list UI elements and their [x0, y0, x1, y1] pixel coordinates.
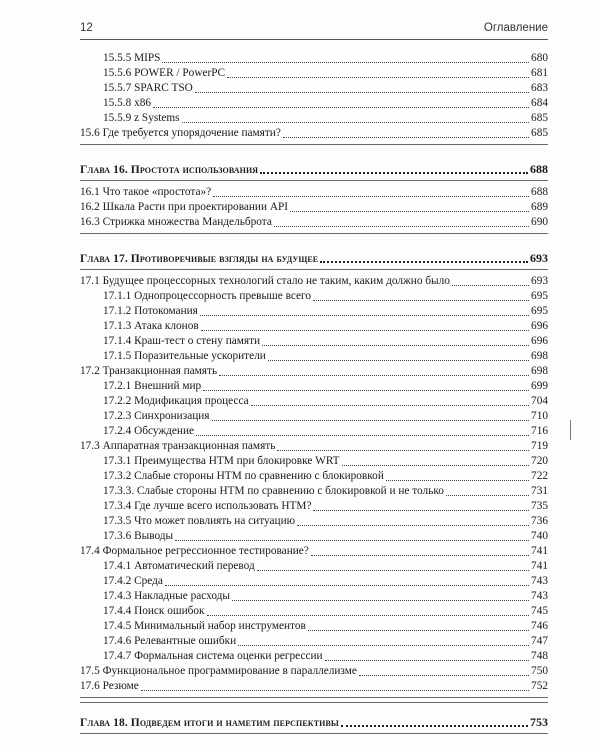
toc-entry[interactable] — [80, 559, 548, 574]
dot-leader — [283, 137, 529, 138]
toc-entry-title: 17.2.3 Синхронизация — [103, 410, 210, 422]
toc-entry-title: 17.3.4 Где лучше всего использовать HTM? — [103, 500, 312, 512]
dot-leader — [203, 390, 529, 391]
chapter-divider-bottom — [80, 733, 548, 734]
toc-entry-title: 17.2.1 Внешний мир — [103, 380, 202, 392]
dot-leader — [213, 196, 529, 197]
dot-leader — [262, 345, 529, 346]
toc-entry[interactable] — [80, 126, 548, 141]
chapter-title: Глава 17. Противоречивые взгляды на будущее — [80, 253, 319, 265]
toc-entry[interactable] — [80, 454, 548, 469]
toc-entry-page-number: 735 — [531, 500, 548, 512]
toc-entry-title: 17.4.2 Среда — [103, 575, 163, 587]
toc-entry-page-number: 695 — [531, 290, 548, 302]
toc-entry-title: 17.2.2 Модификация процесса — [103, 395, 249, 407]
margin-mark — [570, 420, 571, 440]
dot-leader — [196, 435, 529, 436]
toc-entry-page-number: 748 — [531, 650, 548, 662]
toc-entry-page-number: 746 — [531, 620, 548, 632]
dot-leader — [141, 690, 529, 691]
toc-entry[interactable] — [80, 439, 548, 454]
toc-entry-title: 17.5 Функциональное программирование в параллелизме — [80, 665, 357, 677]
toc-entry[interactable] — [80, 111, 548, 126]
toc-entry-title: 17.3.2 Слабые стороны HTM по сравнению с блокировкой — [103, 470, 384, 482]
toc-entry[interactable] — [80, 469, 548, 484]
dot-leader — [320, 261, 528, 263]
toc-entry-title: 17.4.4 Поиск ошибок — [103, 605, 205, 617]
toc-entry-page-number: 720 — [531, 455, 548, 467]
toc-entry-page-number: 688 — [531, 186, 548, 198]
dot-leader — [182, 122, 529, 123]
toc-entry-page-number: 722 — [531, 470, 548, 482]
toc-chapter-heading[interactable] — [80, 714, 548, 730]
toc-entry-page-number: 683 — [531, 82, 548, 94]
toc-entry[interactable] — [80, 185, 548, 200]
toc-entry-title: 17.4.6 Релевантные ошибки — [103, 635, 237, 647]
toc-entry[interactable] — [80, 409, 548, 424]
table-of-contents — [80, 51, 548, 738]
toc-entry-page-number: 741 — [531, 545, 548, 557]
toc-entry-page-number: 681 — [531, 67, 548, 79]
running-header — [80, 22, 548, 40]
chapter-page-number: 753 — [530, 715, 548, 729]
toc-entry[interactable] — [80, 319, 548, 334]
toc-entry-page-number: 693 — [531, 275, 548, 287]
toc-entry[interactable] — [80, 66, 548, 81]
toc-entry-page-number: 696 — [531, 335, 548, 347]
dot-leader — [232, 600, 529, 601]
toc-entry-title: 17.1.3 Атака клонов — [103, 320, 199, 332]
toc-entry[interactable] — [80, 589, 548, 604]
toc-entry[interactable] — [80, 649, 548, 664]
toc-entry[interactable] — [80, 514, 548, 529]
chapter-divider-top — [80, 233, 548, 234]
toc-entry[interactable] — [80, 634, 548, 649]
toc-entry-title: 17.1.1 Однопроцессорность превыше всего — [103, 290, 312, 302]
toc-entry-title: 17.3.1 Преимущества HTM при блокировке WRT — [103, 455, 340, 467]
toc-entry-title: 17.3 Аппаратная транзакционная память — [80, 440, 276, 452]
dot-leader — [311, 555, 529, 556]
toc-entry[interactable] — [80, 215, 548, 230]
toc-entry[interactable] — [80, 664, 548, 679]
toc-entry-page-number: 684 — [531, 97, 548, 109]
dot-leader — [227, 77, 529, 78]
toc-entry-title: 17.6 Резюме — [80, 680, 139, 692]
toc-entry-page-number: 685 — [531, 112, 548, 124]
toc-entry-title: 17.3.6 Выводы — [103, 530, 174, 542]
dot-leader — [452, 285, 529, 286]
chapter-page-number: 688 — [530, 162, 548, 176]
toc-entry-title: 15.5.9 z Systems — [103, 112, 180, 124]
toc-chapter-heading[interactable] — [80, 161, 548, 177]
dot-leader — [153, 107, 529, 108]
toc-entry[interactable] — [80, 349, 548, 364]
toc-entry-page-number: 698 — [531, 365, 548, 377]
toc-entry-title: 17.1.4 Краш-тест о стену памяти — [103, 335, 261, 347]
toc-entry[interactable] — [80, 274, 548, 289]
dot-leader — [257, 570, 529, 571]
dot-leader — [446, 495, 529, 496]
toc-entry[interactable] — [80, 574, 548, 589]
dot-leader — [201, 330, 529, 331]
running-title: Оглавление — [483, 22, 548, 34]
toc-entry-page-number: 696 — [531, 320, 548, 332]
dot-leader — [219, 375, 529, 376]
toc-entry-title: 17.3.3. Слабые стороны HTM по сравнению с блокировкой и не только — [103, 485, 444, 497]
toc-entry-page-number: 741 — [531, 560, 548, 572]
chapter-divider-bottom — [80, 269, 548, 270]
toc-entry-title: 16.2 Шкала Расти при проектировании API — [80, 201, 289, 213]
toc-entry-title: 17.4.3 Накладные расходы — [103, 590, 231, 602]
dot-leader — [313, 510, 529, 511]
toc-entry-title: 15.5.6 POWER / PowerPC — [103, 67, 226, 79]
toc-entry[interactable] — [80, 544, 548, 559]
toc-entry-title: 17.4.5 Минимальный набор инструментов — [103, 620, 306, 632]
toc-entry-page-number: 743 — [531, 590, 548, 602]
toc-entry[interactable] — [80, 619, 548, 634]
toc-entry-title: 16.3 Стрижка множества Мандельброта — [80, 216, 272, 228]
toc-entry[interactable] — [80, 334, 548, 349]
dot-leader — [195, 92, 529, 93]
toc-entry-title: 16.1 Что такое «простота»? — [80, 186, 212, 198]
dot-leader — [162, 62, 529, 63]
toc-entry-page-number: 685 — [531, 127, 548, 139]
chapter-divider-top — [80, 697, 548, 698]
dot-leader — [313, 300, 529, 301]
dot-leader — [268, 360, 529, 361]
toc-entry-title: 17.4.1 Автоматический перевод — [103, 560, 255, 572]
toc-entry-page-number: 716 — [531, 425, 548, 437]
dot-leader — [386, 480, 529, 481]
toc-entry-page-number: 750 — [531, 665, 548, 677]
chapter-page-number: 693 — [530, 251, 548, 265]
toc-entry-page-number: 699 — [531, 380, 548, 392]
dot-leader — [274, 226, 529, 227]
toc-entry-page-number: 695 — [531, 305, 548, 317]
toc-entry-page-number: 704 — [531, 395, 548, 407]
toc-entry[interactable] — [80, 364, 548, 379]
dot-leader — [341, 725, 528, 727]
dot-leader — [359, 675, 529, 676]
toc-entry-page-number: 740 — [531, 530, 548, 542]
dot-leader — [207, 615, 530, 616]
toc-entry-page-number: 743 — [531, 575, 548, 587]
toc-entry-title: 17.2.4 Обсуждение — [103, 425, 195, 437]
dot-leader — [277, 450, 529, 451]
toc-entry[interactable] — [80, 679, 548, 694]
toc-entry[interactable] — [80, 424, 548, 439]
dot-leader — [251, 405, 529, 406]
toc-entry[interactable] — [80, 51, 548, 66]
toc-entry-page-number: 710 — [531, 410, 548, 422]
dot-leader — [238, 645, 529, 646]
toc-entry[interactable] — [80, 484, 548, 499]
toc-entry-page-number: 752 — [531, 680, 548, 692]
toc-entry[interactable] — [80, 604, 548, 619]
toc-entry-title: 17.3.5 Что может повлиять на ситуацию — [103, 515, 296, 527]
toc-entry-title: 17.1.5 Поразительные ускорители — [103, 350, 266, 362]
toc-entry-page-number: 690 — [531, 216, 548, 228]
toc-entry-title: 15.6 Где требуется упорядочение памяти? — [80, 127, 281, 139]
chapter-title: Глава 18. Подведем итоги и наметим перспективы — [80, 717, 339, 729]
dot-leader — [260, 172, 528, 174]
toc-entry-page-number: 689 — [531, 201, 548, 213]
toc-entry[interactable] — [80, 394, 548, 409]
bottom-rule — [80, 702, 548, 703]
dot-leader — [297, 525, 529, 526]
chapter-divider-bottom — [80, 180, 548, 181]
toc-entry[interactable] — [80, 289, 548, 304]
page-number: 12 — [80, 22, 93, 34]
toc-entry-title: 15.5.7 SPARC TSO — [103, 82, 193, 94]
dot-leader — [200, 315, 529, 316]
chapter-title: Глава 16. Простота использования — [80, 164, 259, 176]
chapter-divider-top — [80, 144, 548, 145]
dot-leader — [290, 211, 529, 212]
toc-entry-page-number: 747 — [531, 635, 548, 647]
toc-entry[interactable] — [80, 200, 548, 215]
toc-entry[interactable] — [80, 499, 548, 514]
toc-entry-title: 17.1.2 Потокомания — [103, 305, 198, 317]
dot-leader — [308, 630, 529, 631]
toc-entry-title: 15.5.8 x86 — [103, 97, 152, 109]
toc-entry[interactable] — [80, 304, 548, 319]
toc-entry[interactable] — [80, 379, 548, 394]
toc-entry-page-number: 736 — [531, 515, 548, 527]
dot-leader — [325, 660, 529, 661]
toc-entry-title: 17.4 Формальное регрессионное тестирование? — [80, 545, 309, 557]
toc-entry-page-number: 698 — [531, 350, 548, 362]
toc-entry-page-number: 745 — [531, 605, 548, 617]
dot-leader — [165, 585, 529, 586]
dot-leader — [342, 465, 529, 466]
toc-entry-title: 17.1 Будущее процессорных технологий стало не таким, каким должно было — [80, 275, 450, 287]
dot-leader — [175, 540, 529, 541]
toc-entry-title: 17.4.7 Формальная система оценки регрессии — [103, 650, 323, 662]
toc-entry-page-number: 731 — [531, 485, 548, 497]
toc-entry-title: 17.2 Транзакционная память — [80, 365, 218, 377]
toc-entry[interactable] — [80, 529, 548, 544]
toc-entry[interactable] — [80, 96, 548, 111]
dot-leader — [212, 420, 530, 421]
toc-entry-title: 15.5.5 MIPS — [103, 52, 161, 64]
toc-entry-page-number: 719 — [531, 440, 548, 452]
toc-chapter-heading[interactable] — [80, 250, 548, 266]
toc-entry-page-number: 680 — [531, 52, 548, 64]
toc-entry[interactable] — [80, 81, 548, 96]
